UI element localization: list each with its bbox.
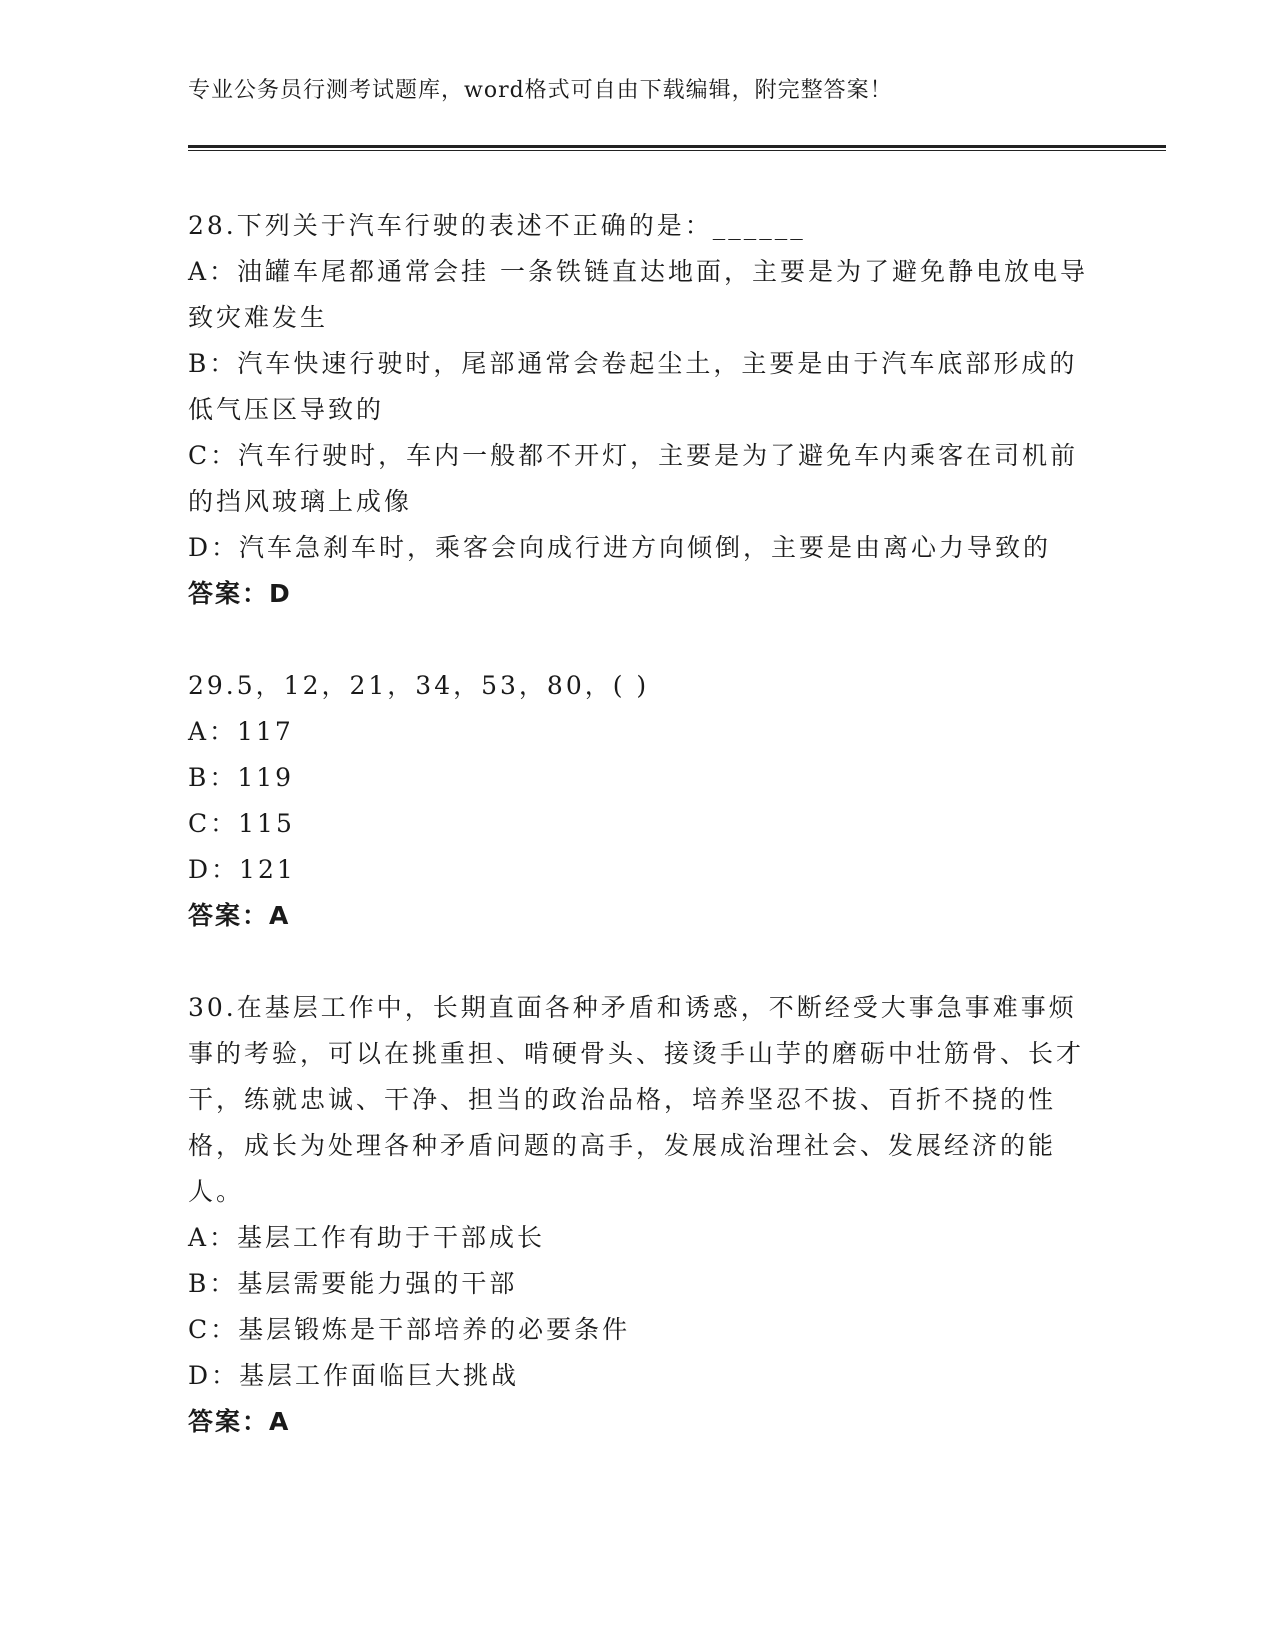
option-c: C：汽车行驶时，车内一般都不开灯，主要是为了避免车内乘客在司机前的挡风玻璃上成像 xyxy=(188,441,1079,516)
option-a: A：117 xyxy=(188,717,294,746)
answer: 答案：A xyxy=(188,1407,291,1436)
header-divider xyxy=(188,145,1166,148)
option-c: C：基层锻炼是干部培养的必要条件 xyxy=(188,1315,631,1344)
question-29 xyxy=(188,663,1088,939)
question-list xyxy=(188,203,1088,1491)
question-stem: 28.下列关于汽车行驶的表述不正确的是：______ xyxy=(188,211,806,240)
header-divider-thin xyxy=(188,150,1166,151)
option-d: D：121 xyxy=(188,855,296,884)
option-b: B：汽车快速行驶时，尾部通常会卷起尘土，主要是由于汽车底部形成的低气压区导致的 xyxy=(188,349,1078,424)
question-stem: 29.5，12，21，34，53，80，( ) xyxy=(188,671,650,700)
answer: 答案：D xyxy=(188,579,292,608)
option-b: B：基层需要能力强的干部 xyxy=(188,1269,518,1298)
option-a: A：油罐车尾都通常会挂 一条铁链直达地面，主要是为了避免静电放电导致灾难发生 xyxy=(188,257,1089,332)
option-d: D：汽车急刹车时，乘客会向成行进方向倾倒，主要是由离心力导致的 xyxy=(188,533,1052,562)
option-c: C：115 xyxy=(188,809,295,838)
question-30 xyxy=(188,985,1088,1445)
answer: 答案：A xyxy=(188,901,291,930)
option-d: D：基层工作面临巨大挑战 xyxy=(188,1361,520,1390)
option-b: B：119 xyxy=(188,763,295,792)
option-a: A：基层工作有助于干部成长 xyxy=(188,1223,546,1252)
question-28 xyxy=(188,203,1088,617)
question-stem: 30.在基层工作中，长期直面各种矛盾和诱惑，不断经受大事急事难事烦事的考验，可以在挑重担、啃硬骨头、接烫手山芋的磨砺中壮筋骨、长才干，练就忠诚、干净、担当的政治品格，培养坚忍不拔、百折不挠的性格，成长为处理各种矛盾问题的高手，发展成治理社会、发展经济的能人。 xyxy=(188,993,1085,1206)
page-header: 专业公务员行测考试题库，word格式可自由下载编辑，附完整答案！ xyxy=(188,78,893,103)
